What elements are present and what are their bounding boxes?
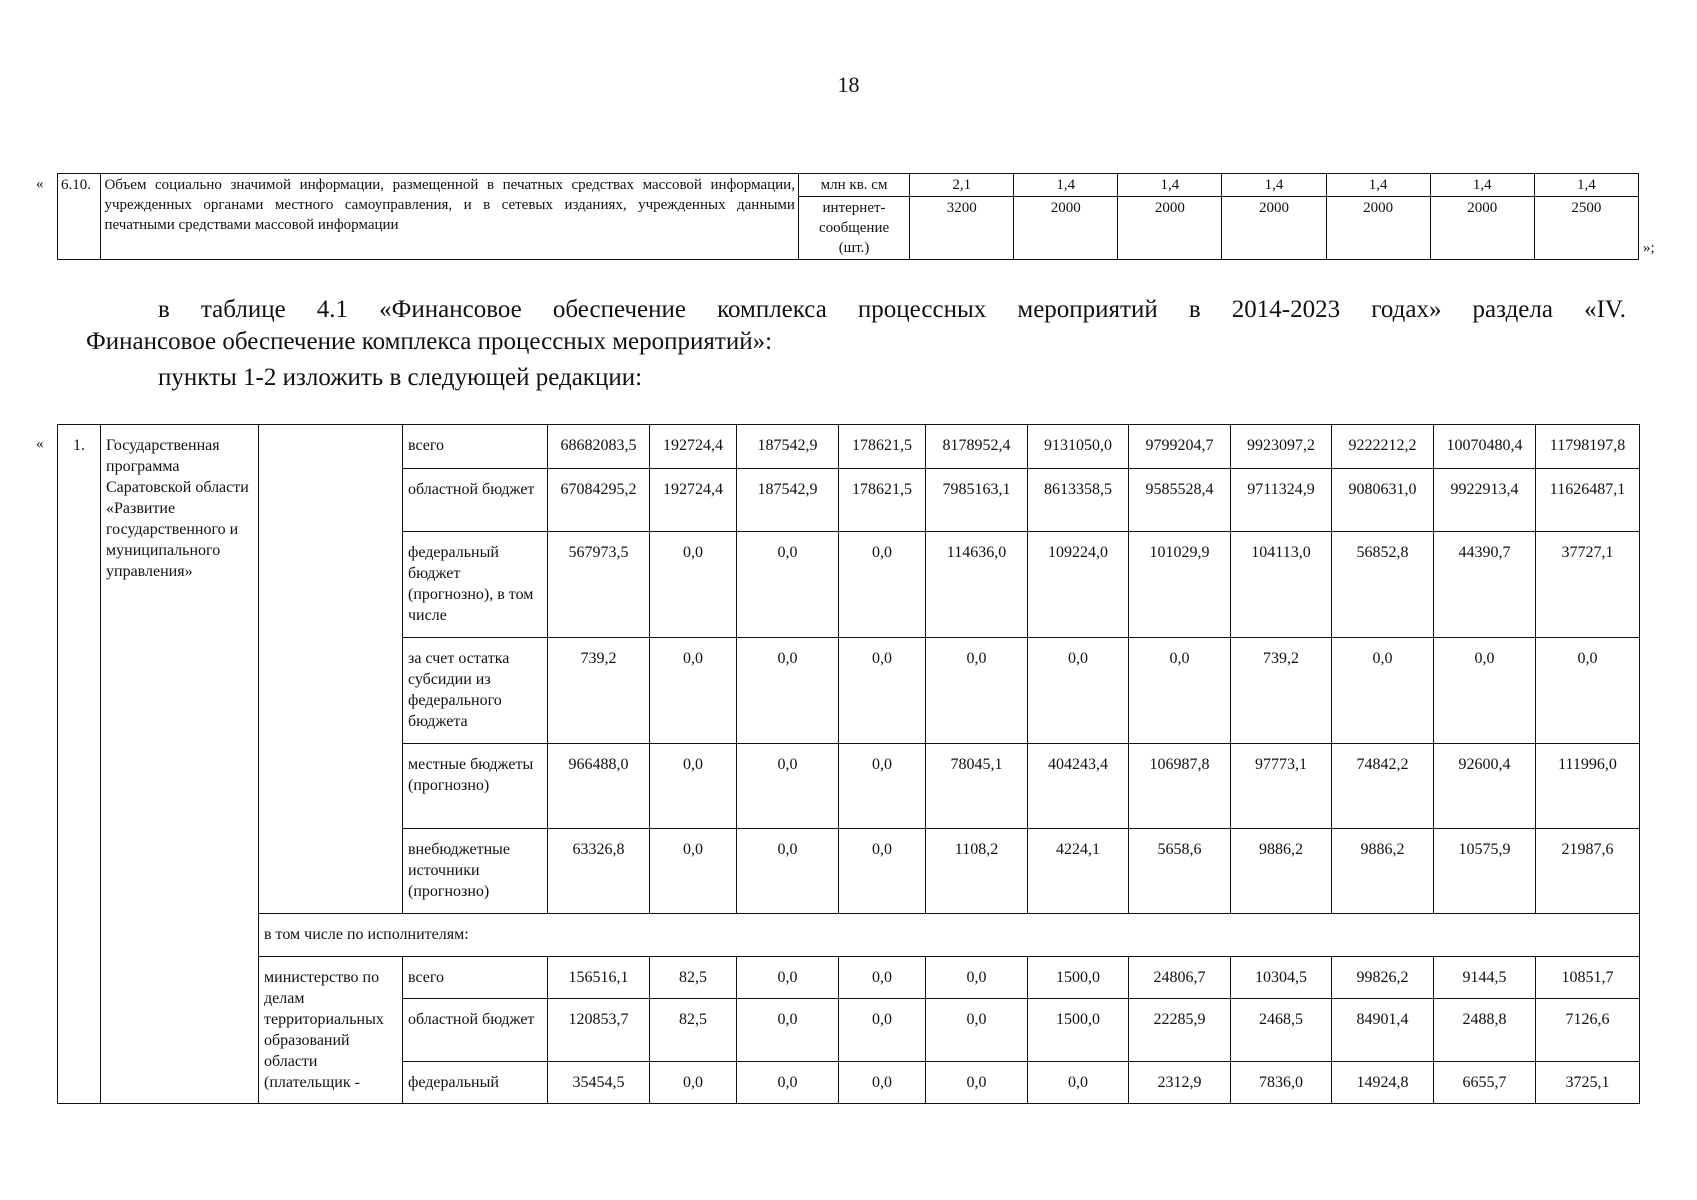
value-cell: 0,0	[737, 957, 839, 999]
value-cell: 966488,0	[548, 744, 650, 829]
value-cell: 0,0	[839, 829, 926, 914]
value-cell: 35454,5	[548, 1062, 650, 1104]
value-cell: 0,0	[737, 999, 839, 1062]
quote-close: »;	[1643, 240, 1655, 256]
source-label: федеральный бюджет (прогнозно), в том числе	[403, 532, 548, 638]
value-cell: 1,4	[1014, 174, 1118, 197]
value-cell: 9922913,4	[1434, 469, 1536, 532]
value-cell: 9799204,7	[1129, 425, 1231, 469]
unit-cell: млн кв. см	[798, 174, 909, 197]
value-cell: 2500	[1534, 197, 1638, 260]
value-cell: 0,0	[926, 638, 1028, 744]
source-label: областной бюджет	[403, 469, 548, 532]
value-cell: 0,0	[737, 638, 839, 744]
program-name: Государственная программа Саратовской области «Развитие государственного и муниципального управления»	[101, 425, 259, 1104]
financing-table	[57, 424, 1640, 1104]
value-cell: 0,0	[737, 532, 839, 638]
value-cell: 7126,6	[1536, 999, 1640, 1062]
value-cell: 21987,6	[1536, 829, 1640, 914]
value-cell: 178621,5	[839, 425, 926, 469]
paragraph-line: Финансовое обеспечение комплекса процессных мероприятий»:	[86, 328, 773, 355]
value-cell: 187542,9	[737, 425, 839, 469]
value-cell: 178621,5	[839, 469, 926, 532]
value-cell: 0,0	[650, 638, 737, 744]
value-cell: 0,0	[839, 1062, 926, 1104]
value-cell: 0,0	[839, 957, 926, 999]
value-cell: 0,0	[1028, 638, 1129, 744]
value-cell: 68682083,5	[548, 425, 650, 469]
value-cell: 1,4	[1326, 174, 1430, 197]
value-cell: 8178952,4	[926, 425, 1028, 469]
executors-heading: в том числе по исполнителям:	[259, 914, 1640, 957]
value-cell: 0,0	[650, 829, 737, 914]
value-cell: 0,0	[839, 744, 926, 829]
value-cell: 37727,1	[1536, 532, 1640, 638]
source-label: местные бюджеты (прогнозно)	[403, 744, 548, 829]
value-cell: 56852,8	[1332, 532, 1434, 638]
value-cell: 0,0	[1129, 638, 1231, 744]
value-cell: 3725,1	[1536, 1062, 1640, 1104]
value-cell: 1,4	[1118, 174, 1222, 197]
value-cell: 120853,7	[548, 999, 650, 1062]
value-cell: 2000	[1430, 197, 1534, 260]
value-cell: 2312,9	[1129, 1062, 1231, 1104]
executor-empty	[259, 425, 403, 914]
value-cell: 5658,6	[1129, 829, 1231, 914]
value-cell: 6655,7	[1434, 1062, 1536, 1104]
value-cell: 0,0	[650, 744, 737, 829]
value-cell: 63326,8	[548, 829, 650, 914]
unit-cell: интернет-сообщение (шт.)	[798, 197, 909, 260]
indicator-table	[57, 173, 1639, 260]
value-cell: 2000	[1014, 197, 1118, 260]
source-label: всего	[403, 957, 548, 999]
value-cell: 9585528,4	[1129, 469, 1231, 532]
value-cell: 0,0	[926, 1062, 1028, 1104]
value-cell: 101029,9	[1129, 532, 1231, 638]
value-cell: 2,1	[910, 174, 1014, 197]
value-cell: 2000	[1326, 197, 1430, 260]
value-cell: 0,0	[1332, 638, 1434, 744]
value-cell: 74842,2	[1332, 744, 1434, 829]
value-cell: 8613358,5	[1028, 469, 1129, 532]
value-cell: 114636,0	[926, 532, 1028, 638]
table-row	[58, 957, 1640, 999]
value-cell: 10851,7	[1536, 957, 1640, 999]
value-cell: 9923097,2	[1231, 425, 1332, 469]
value-cell: 9886,2	[1231, 829, 1332, 914]
value-cell: 24806,7	[1129, 957, 1231, 999]
value-cell: 0,0	[1434, 638, 1536, 744]
value-cell: 14924,8	[1332, 1062, 1434, 1104]
value-cell: 1,4	[1222, 174, 1326, 197]
value-cell: 567973,5	[548, 532, 650, 638]
value-cell: 1500,0	[1028, 999, 1129, 1062]
value-cell: 3200	[910, 197, 1014, 260]
value-cell: 9080631,0	[1332, 469, 1434, 532]
indicator-description: Объем социально значимой информации, размещенной в печатных средствах массовой информации, учрежденных органами местного самоуправления, и в сетевых изданиях, учрежденных данными печатными средствами массовой информации	[101, 174, 799, 260]
value-cell: 2000	[1118, 197, 1222, 260]
value-cell: 0,0	[926, 957, 1028, 999]
value-cell: 9711324,9	[1231, 469, 1332, 532]
paragraph-line: в таблице 4.1 «Финансовое обеспечение комплекса процессных мероприятий в 2014-2023 годах» раздела «IV.	[158, 296, 1626, 323]
value-cell: 104113,0	[1231, 532, 1332, 638]
value-cell: 10575,9	[1434, 829, 1536, 914]
value-cell: 9222212,2	[1332, 425, 1434, 469]
value-cell: 156516,1	[548, 957, 650, 999]
value-cell: 0,0	[650, 1062, 737, 1104]
value-cell: 2000	[1222, 197, 1326, 260]
value-cell: 2468,5	[1231, 999, 1332, 1062]
source-label: внебюджетные источники (прогнозно)	[403, 829, 548, 914]
value-cell: 4224,1	[1028, 829, 1129, 914]
source-label: всего	[403, 425, 548, 469]
value-cell: 111996,0	[1536, 744, 1640, 829]
value-cell: 0,0	[650, 532, 737, 638]
value-cell: 2488,8	[1434, 999, 1536, 1062]
value-cell: 84901,4	[1332, 999, 1434, 1062]
value-cell: 739,2	[548, 638, 650, 744]
value-cell: 10070480,4	[1434, 425, 1536, 469]
value-cell: 78045,1	[926, 744, 1028, 829]
value-cell: 0,0	[737, 829, 839, 914]
value-cell: 9144,5	[1434, 957, 1536, 999]
value-cell: 192724,4	[650, 425, 737, 469]
quote-open: «	[36, 436, 44, 452]
value-cell: 404243,4	[1028, 744, 1129, 829]
value-cell: 0,0	[839, 532, 926, 638]
value-cell: 9131050,0	[1028, 425, 1129, 469]
value-cell: 10304,5	[1231, 957, 1332, 999]
value-cell: 192724,4	[650, 469, 737, 532]
value-cell: 0,0	[926, 999, 1028, 1062]
value-cell: 106987,8	[1129, 744, 1231, 829]
row-number: 6.10.	[58, 174, 101, 260]
value-cell: 11798197,8	[1536, 425, 1640, 469]
source-label: областной бюджет	[403, 999, 548, 1062]
value-cell: 1,4	[1430, 174, 1534, 197]
value-cell: 187542,9	[737, 469, 839, 532]
source-label: за счет остатка субсидии из федерального бюджета	[403, 638, 548, 744]
value-cell: 7985163,1	[926, 469, 1028, 532]
value-cell: 82,5	[650, 957, 737, 999]
value-cell: 67084295,2	[548, 469, 650, 532]
value-cell: 0,0	[1536, 638, 1640, 744]
value-cell: 1108,2	[926, 829, 1028, 914]
value-cell: 92600,4	[1434, 744, 1536, 829]
value-cell: 739,2	[1231, 638, 1332, 744]
value-cell: 1,4	[1534, 174, 1638, 197]
value-cell: 7836,0	[1231, 1062, 1332, 1104]
value-cell: 44390,7	[1434, 532, 1536, 638]
paragraph-line: пункты 1-2 изложить в следующей редакции:	[158, 364, 643, 391]
executor-name: министерство по делам территориальных образований области (плательщик -	[259, 957, 403, 1104]
value-cell: 82,5	[650, 999, 737, 1062]
value-cell: 0,0	[737, 744, 839, 829]
source-label: федеральный	[403, 1062, 548, 1104]
page-number: 18	[837, 72, 860, 97]
value-cell: 109224,0	[1028, 532, 1129, 638]
value-cell: 1500,0	[1028, 957, 1129, 999]
value-cell: 0,0	[839, 638, 926, 744]
table-row	[58, 174, 1639, 197]
table-row	[58, 914, 1640, 957]
value-cell: 9886,2	[1332, 829, 1434, 914]
value-cell: 0,0	[737, 1062, 839, 1104]
quote-open: «	[36, 176, 44, 192]
value-cell: 0,0	[839, 999, 926, 1062]
value-cell: 11626487,1	[1536, 469, 1640, 532]
table-row	[58, 425, 1640, 469]
value-cell: 22285,9	[1129, 999, 1231, 1062]
value-cell: 0,0	[1028, 1062, 1129, 1104]
row-number: 1.	[58, 425, 101, 1104]
value-cell: 97773,1	[1231, 744, 1332, 829]
value-cell: 99826,2	[1332, 957, 1434, 999]
